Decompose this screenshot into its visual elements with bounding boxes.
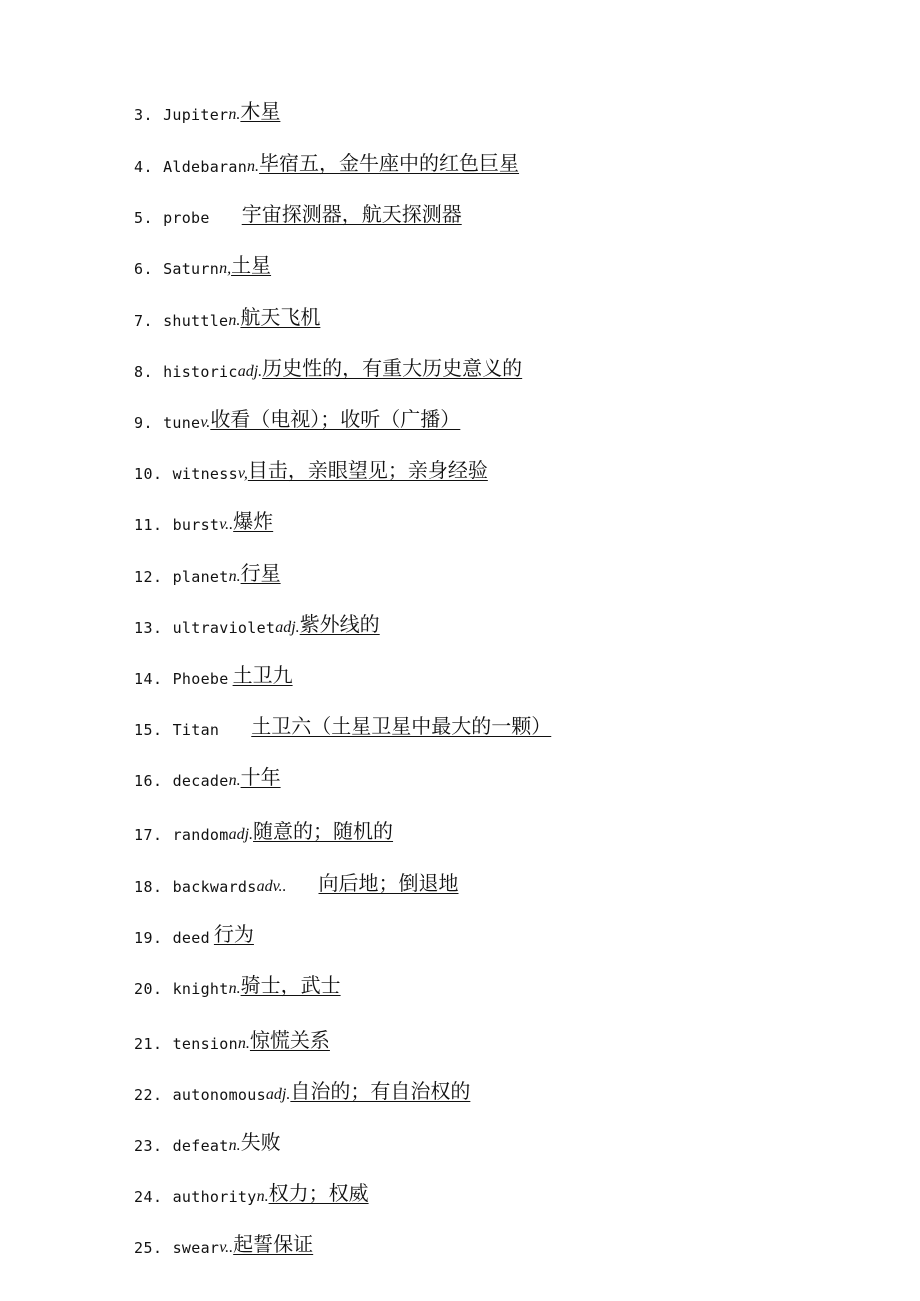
definition: 爆炸 — [233, 509, 274, 533]
entry-word: random — [172, 826, 229, 844]
vocab-entry — [134, 502, 273, 534]
entry-number: 18. — [134, 878, 163, 896]
entry-number: 4. — [134, 158, 154, 176]
entry-number: 20. — [134, 980, 163, 998]
entry-word: deed — [172, 929, 210, 947]
entry-word: decade — [172, 772, 229, 790]
entry-number: 3. — [134, 106, 154, 124]
part-of-speech: v. — [200, 414, 211, 431]
definition: 骑士，武士 — [240, 973, 341, 997]
entry-number: 9. — [134, 414, 154, 432]
part-of-speech: v, — [237, 465, 248, 482]
definition: 收看（电视）；收听（广播） — [210, 407, 461, 431]
part-of-speech: adj. — [228, 826, 254, 843]
part-of-speech: adj. — [237, 363, 263, 380]
vocab-entry — [134, 915, 254, 947]
part-of-speech: n. — [228, 980, 241, 997]
entry-word: shuttle — [163, 312, 229, 330]
part-of-speech: v.. — [219, 516, 234, 533]
entry-word: autonomous — [172, 1086, 266, 1104]
entry-word: swear — [172, 1239, 220, 1257]
entry-number: 11. — [134, 516, 163, 534]
definition: 土星 — [231, 253, 272, 277]
definition: 土卫九 — [232, 663, 293, 687]
vocab-entry — [134, 195, 462, 227]
definition: 目击，亲眼望见；亲身经验 — [247, 458, 488, 482]
part-of-speech: adv.. — [256, 878, 287, 895]
part-of-speech: n, — [219, 260, 232, 277]
entry-number: 24. — [134, 1188, 163, 1206]
definition: 权力；权威 — [268, 1181, 369, 1205]
part-of-speech: n. — [228, 1137, 241, 1154]
entry-number: 22. — [134, 1086, 163, 1104]
vocab-entry — [134, 400, 460, 432]
entry-number: 19. — [134, 929, 163, 947]
entry-number: 25. — [134, 1239, 163, 1257]
definition: 起誓保证 — [233, 1232, 314, 1256]
definition: 土卫六（土星卫星中最大的一颗） — [251, 714, 552, 738]
definition: 十年 — [240, 765, 281, 789]
definition: 惊慌关系 — [249, 1028, 330, 1052]
entry-word: Titan — [172, 721, 220, 739]
definition: 随意的；随机的 — [253, 819, 394, 843]
definition: 行星 — [240, 561, 281, 585]
vocab-entry — [134, 92, 280, 124]
vocab-entry — [134, 246, 271, 278]
part-of-speech: n. — [228, 106, 241, 123]
vocab-entry — [134, 298, 320, 330]
entry-word: planet — [172, 568, 229, 586]
entry-word: tension — [172, 1035, 238, 1053]
vocab-entry — [134, 1123, 281, 1155]
vocab-entry — [134, 1021, 330, 1053]
part-of-speech: v.. — [219, 1239, 234, 1256]
entry-word: Jupiter — [163, 106, 229, 124]
definition: 行为 — [213, 922, 254, 946]
part-of-speech: n. — [228, 772, 241, 789]
entry-number: 23. — [134, 1137, 163, 1155]
vocab-entry — [134, 1072, 470, 1104]
entry-number: 5. — [134, 209, 154, 227]
entry-word: witness — [172, 465, 238, 483]
entry-word: Aldebaran — [163, 158, 248, 176]
definition: 宇宙探测器，航天探测器 — [241, 202, 462, 226]
definition: 毕宿五，金牛座中的红色巨星 — [259, 151, 520, 175]
definition: 木星 — [240, 99, 281, 123]
vocab-entry — [134, 864, 459, 896]
definition: 历史性的，有重大历史意义的 — [262, 356, 523, 380]
part-of-speech: adj. — [275, 619, 300, 636]
entry-number: 12. — [134, 568, 163, 586]
entry-number: 21. — [134, 1035, 163, 1053]
vocab-entry — [134, 966, 341, 998]
entry-word: knight — [172, 980, 229, 998]
part-of-speech: n. — [237, 1035, 250, 1052]
entry-number: 17. — [134, 826, 163, 844]
vocab-entry — [134, 349, 522, 381]
entry-number: 7. — [134, 312, 154, 330]
vocab-entry — [134, 1174, 369, 1206]
entry-word: Phoebe — [172, 670, 229, 688]
vocab-entry — [134, 451, 488, 483]
vocab-entry — [134, 758, 281, 790]
entry-number: 10. — [134, 465, 163, 483]
entry-number: 15. — [134, 721, 163, 739]
definition: 紫外线的 — [299, 612, 380, 636]
part-of-speech: n. — [256, 1188, 269, 1205]
entry-word: Saturn — [163, 260, 220, 278]
vocab-entry — [134, 812, 393, 844]
entry-word: probe — [163, 209, 210, 227]
vocab-entry — [134, 554, 281, 586]
entry-number: 8. — [134, 363, 154, 381]
vocab-entry — [134, 656, 293, 688]
vocab-entry — [134, 144, 519, 176]
vocabulary-list — [134, 0, 894, 1301]
entry-word: tune — [163, 414, 201, 432]
vocab-entry — [134, 605, 380, 637]
entry-word: defeat — [172, 1137, 229, 1155]
entry-word: burst — [172, 516, 220, 534]
definition: 向后地；倒退地 — [318, 871, 459, 895]
vocab-entry — [134, 1225, 313, 1257]
entry-word: backwards — [172, 878, 257, 896]
entry-word: authority — [172, 1188, 257, 1206]
part-of-speech: adj. — [265, 1086, 291, 1103]
entry-number: 13. — [134, 619, 163, 637]
part-of-speech: n. — [228, 568, 241, 585]
definition: 自治的；有自治权的 — [290, 1079, 471, 1103]
entry-number: 14. — [134, 670, 163, 688]
entry-number: 16. — [134, 772, 163, 790]
definition: 失败 — [240, 1130, 281, 1154]
part-of-speech: n. — [247, 158, 260, 175]
definition: 航天飞机 — [240, 305, 321, 329]
entry-word: ultraviolet — [172, 619, 276, 637]
entry-word: historic — [163, 363, 238, 381]
vocab-entry — [134, 707, 551, 739]
part-of-speech: n. — [228, 312, 241, 329]
entry-number: 6. — [134, 260, 154, 278]
